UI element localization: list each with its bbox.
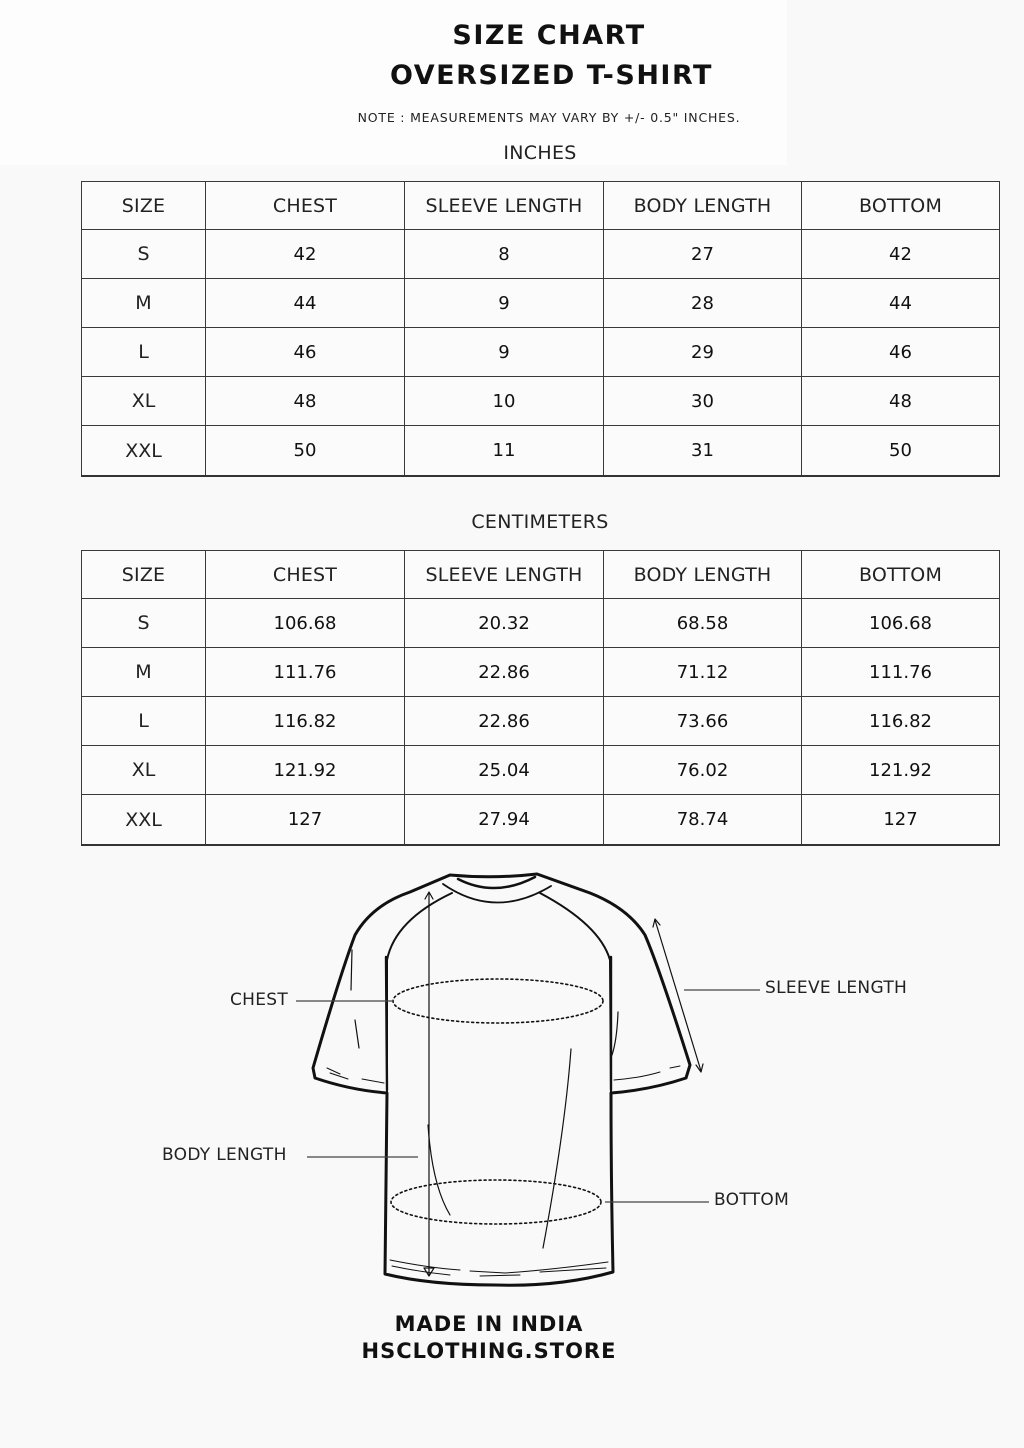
table-row <box>82 795 1000 846</box>
chest-cell: 111.76 <box>206 648 405 697</box>
bottom-cell: 116.82 <box>802 697 1000 746</box>
table-header-row <box>82 551 1000 599</box>
inches-size-table <box>81 181 1000 477</box>
table-row <box>82 648 1000 697</box>
sleeve-length-cell: 8 <box>405 230 604 279</box>
size-cell: L <box>82 697 206 746</box>
page-title: SIZE CHART <box>452 20 646 51</box>
size-cell: S <box>82 230 206 279</box>
column-header-bottom: BOTTOM <box>802 551 1000 599</box>
bottom-cell: 127 <box>802 795 1000 846</box>
centimeters-caption: CENTIMETERS <box>471 511 609 533</box>
sleeve-length-cell: 25.04 <box>405 746 604 795</box>
table-row <box>82 279 1000 328</box>
chest-label: CHEST <box>230 990 289 1010</box>
bottom-cell: 46 <box>802 328 1000 377</box>
measurement-note: NOTE : MEASUREMENTS MAY VARY BY +/- 0.5" INCHES. <box>357 110 741 125</box>
sleeve-length-cell: 27.94 <box>405 795 604 846</box>
sleeve-length-cell: 9 <box>405 279 604 328</box>
body-length-cell: 27 <box>604 230 802 279</box>
sleeve-length-cell: 10 <box>405 377 604 426</box>
bottom-cell: 42 <box>802 230 1000 279</box>
size-cell: XXL <box>82 426 206 477</box>
centimeters-size-table <box>81 550 1000 846</box>
body-length-cell: 29 <box>604 328 802 377</box>
column-header-sleeve-length: SLEEVE LENGTH <box>405 551 604 599</box>
body-length-cell: 76.02 <box>604 746 802 795</box>
size-cell: M <box>82 648 206 697</box>
size-cell: L <box>82 328 206 377</box>
chest-cell: 116.82 <box>206 697 405 746</box>
chest-cell: 44 <box>206 279 405 328</box>
size-cell: S <box>82 599 206 648</box>
column-header-body-length: BODY LENGTH <box>604 182 802 230</box>
bottom-cell: 111.76 <box>802 648 1000 697</box>
size-cell: XL <box>82 377 206 426</box>
column-header-bottom: BOTTOM <box>802 182 1000 230</box>
body-length-cell: 68.58 <box>604 599 802 648</box>
inches-caption: INCHES <box>503 142 577 164</box>
page-subtitle: OVERSIZED T-SHIRT <box>390 60 713 91</box>
column-header-size: SIZE <box>82 551 206 599</box>
column-header-chest: CHEST <box>206 551 405 599</box>
column-header-body-length: BODY LENGTH <box>604 551 802 599</box>
table-row <box>82 377 1000 426</box>
chest-cell: 121.92 <box>206 746 405 795</box>
body-length-cell: 71.12 <box>604 648 802 697</box>
size-cell: XL <box>82 746 206 795</box>
bottom-cell: 121.92 <box>802 746 1000 795</box>
sleeve-length-cell: 11 <box>405 426 604 477</box>
body-length-cell: 78.74 <box>604 795 802 846</box>
made-in-text: MADE IN INDIA <box>394 1312 584 1336</box>
table-row <box>82 426 1000 477</box>
sleeve-length-cell: 9 <box>405 328 604 377</box>
sleeve-length-cell: 22.86 <box>405 697 604 746</box>
table-row <box>82 697 1000 746</box>
chest-cell: 46 <box>206 328 405 377</box>
body-length-cell: 31 <box>604 426 802 477</box>
chest-cell: 50 <box>206 426 405 477</box>
column-header-size: SIZE <box>82 182 206 230</box>
chest-cell: 127 <box>206 795 405 846</box>
bottom-cell: 48 <box>802 377 1000 426</box>
chest-cell: 42 <box>206 230 405 279</box>
column-header-sleeve-length: SLEEVE LENGTH <box>405 182 604 230</box>
body-length-label: BODY LENGTH <box>162 1145 287 1165</box>
chest-cell: 48 <box>206 377 405 426</box>
body-length-cell: 73.66 <box>604 697 802 746</box>
chest-cell: 106.68 <box>206 599 405 648</box>
bottom-cell: 106.68 <box>802 599 1000 648</box>
body-length-cell: 28 <box>604 279 802 328</box>
table-header-row <box>82 182 1000 230</box>
column-header-chest: CHEST <box>206 182 405 230</box>
table-row <box>82 746 1000 795</box>
bottom-cell: 44 <box>802 279 1000 328</box>
table-row <box>82 599 1000 648</box>
sleeve-length-label: SLEEVE LENGTH <box>765 978 908 998</box>
size-cell: XXL <box>82 795 206 846</box>
bottom-cell: 50 <box>802 426 1000 477</box>
table-row <box>82 328 1000 377</box>
bottom-label: BOTTOM <box>714 1190 790 1210</box>
size-cell: M <box>82 279 206 328</box>
body-length-cell: 30 <box>604 377 802 426</box>
sleeve-length-cell: 20.32 <box>405 599 604 648</box>
table-row <box>82 230 1000 279</box>
sleeve-length-cell: 22.86 <box>405 648 604 697</box>
store-url-text: HSCLOTHING.STORE <box>361 1339 617 1363</box>
